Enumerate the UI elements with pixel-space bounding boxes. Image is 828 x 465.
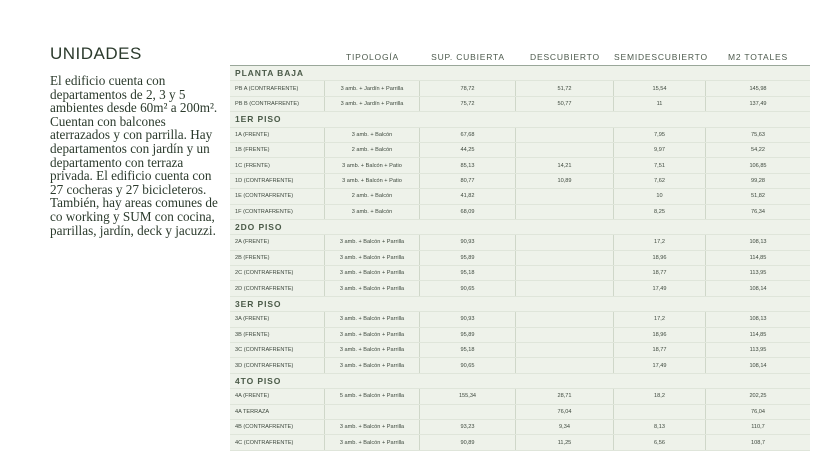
unit-cell: 1B (FRENTE) [230, 143, 325, 157]
sup-cubierta-cell: 93,23 [420, 420, 516, 434]
section-heading: 3ER PISO [230, 297, 810, 312]
semidescubierto-cell: 18,96 [614, 328, 706, 342]
table-row [230, 405, 810, 420]
table-row [230, 435, 810, 450]
m2-totales-cell: 202,25 [749, 393, 767, 400]
table-row [230, 328, 810, 343]
table-row [230, 358, 810, 373]
m2-totales-cell: 106,85 [749, 162, 767, 169]
table-row [230, 189, 810, 204]
descubierto-cell [516, 143, 614, 157]
table-row [230, 205, 810, 220]
unit-cell: 1E (CONTRAFRENTE) [230, 189, 325, 203]
tipologia-cell: 3 amb. + Balcón [325, 205, 420, 219]
m2-totales-cell: 108,14 [749, 285, 767, 292]
unit-cell: 1C (FRENTE) [230, 158, 325, 172]
tipologia-cell: 3 amb. + Balcón + Parrilla [325, 251, 420, 265]
unit-cell: 1A (FRENTE) [230, 128, 325, 142]
semidescubierto-cell: 15,54 [614, 81, 706, 95]
m2-totales-cell: 114,85 [749, 331, 767, 338]
tipologia-cell: 3 amb. + Balcón + Parrilla [325, 343, 420, 357]
table-row [230, 343, 810, 358]
semidescubierto-cell: 17,49 [614, 358, 706, 372]
unit-cell: 4A TERRAZA [230, 405, 325, 419]
header-descubierto: DESCUBIERTO [530, 52, 600, 62]
m2-totales-cell: 76,04 [751, 408, 765, 415]
tipologia-cell: 3 amb. + Balcón + Parrilla [325, 435, 420, 449]
m2-totales-cell: 145,98 [749, 85, 767, 92]
table-row [230, 251, 810, 266]
table-row [230, 128, 810, 143]
descubierto-cell [516, 328, 614, 342]
descubierto-cell: 10,89 [516, 174, 614, 188]
sup-cubierta-cell: 44,25 [420, 143, 516, 157]
descubierto-cell [516, 312, 614, 326]
tipologia-cell: 3 amb. + Balcón + Patio [325, 158, 420, 172]
descubierto-cell: 14,21 [516, 158, 614, 172]
m2-totales-cell: 110,7 [751, 424, 765, 431]
table-row [230, 81, 810, 96]
descubierto-cell [516, 266, 614, 280]
tipologia-cell: 3 amb. + Balcón + Patio [325, 174, 420, 188]
semidescubierto-cell: 10 [614, 189, 706, 203]
sup-cubierta-cell: 78,72 [420, 81, 516, 95]
semidescubierto-cell [614, 405, 706, 419]
tipologia-cell: 3 amb. + Balcón + Parrilla [325, 358, 420, 372]
unit-cell: 1D (CONTRAFRENTE) [230, 174, 325, 188]
header-sup-cubierta: SUP. CUBIERTA [431, 52, 505, 62]
tipologia-cell: 3 amb. + Balcón + Parrilla [325, 312, 420, 326]
unit-cell: 2A (FRENTE) [230, 235, 325, 249]
descubierto-cell: 9,34 [516, 420, 614, 434]
unit-cell: 3C (CONTRAFRENTE) [230, 343, 325, 357]
unit-cell: 2D (CONTRAFRENTE) [230, 281, 325, 295]
semidescubierto-cell: 7,51 [614, 158, 706, 172]
tipologia-cell: 2 amb. + Balcón [325, 189, 420, 203]
table-body [230, 65, 810, 451]
m2-totales-cell: 108,13 [749, 316, 767, 323]
sup-cubierta-cell: 90,89 [420, 435, 516, 449]
semidescubierto-cell: 18,96 [614, 251, 706, 265]
table-row [230, 174, 810, 189]
m2-totales-cell: 108,13 [749, 239, 767, 246]
semidescubierto-cell: 8,25 [614, 205, 706, 219]
unit-cell: 2C (CONTRAFRENTE) [230, 266, 325, 280]
unit-cell: 4C (CONTRAFRENTE) [230, 435, 325, 449]
descubierto-cell: 28,71 [516, 389, 614, 403]
header-unit [230, 62, 325, 65]
tipologia-cell: 3 amb. + Jardín + Parrilla [325, 97, 420, 111]
m2-totales-cell: 108,7 [751, 439, 765, 446]
tipologia-cell: 3 amb. + Balcón + Parrilla [325, 235, 420, 249]
sup-cubierta-cell: 95,18 [420, 343, 516, 357]
unit-cell: 1F (CONTRAFRENTE) [230, 205, 325, 219]
table-row [230, 389, 810, 404]
semidescubierto-cell: 17,49 [614, 281, 706, 295]
section-heading: 1ER PISO [230, 112, 810, 127]
semidescubierto-cell: 7,95 [614, 128, 706, 142]
semidescubierto-cell: 9,97 [614, 143, 706, 157]
sup-cubierta-cell: 68,09 [420, 205, 516, 219]
sup-cubierta-cell: 155,34 [420, 389, 516, 403]
semidescubierto-cell: 17,2 [614, 235, 706, 249]
semidescubierto-cell: 17,2 [614, 312, 706, 326]
sup-cubierta-cell: 90,65 [420, 358, 516, 372]
units-table [230, 49, 810, 451]
m2-totales-cell: 75,63 [751, 131, 765, 138]
tipologia-cell [325, 405, 420, 419]
descubierto-cell [516, 205, 614, 219]
page-title: UNIDADES [50, 44, 142, 63]
unit-cell: 4A (FRENTE) [230, 389, 325, 403]
tipologia-cell: 2 amb. + Balcón [325, 143, 420, 157]
semidescubierto-cell: 6,56 [614, 435, 706, 449]
sup-cubierta-cell: 67,68 [420, 128, 516, 142]
sup-cubierta-cell: 95,18 [420, 266, 516, 280]
sup-cubierta-cell: 75,72 [420, 97, 516, 111]
descubierto-cell [516, 235, 614, 249]
descubierto-cell: 11,25 [516, 435, 614, 449]
sup-cubierta-cell [420, 405, 516, 419]
header-m2-totales: M2 TOTALES [728, 52, 788, 62]
m2-totales-cell: 108,14 [749, 362, 767, 369]
m2-totales-cell: 54,22 [751, 147, 765, 154]
semidescubierto-cell: 7,62 [614, 174, 706, 188]
semidescubierto-cell: 8,13 [614, 420, 706, 434]
descubierto-cell: 51,72 [516, 81, 614, 95]
semidescubierto-cell: 18,77 [614, 343, 706, 357]
descubierto-cell [516, 128, 614, 142]
unit-cell: 3A (FRENTE) [230, 312, 325, 326]
sup-cubierta-cell: 95,89 [420, 251, 516, 265]
section-heading: 2DO PISO [230, 220, 810, 235]
semidescubierto-cell: 11 [614, 97, 706, 111]
m2-totales-cell: 99,28 [751, 177, 765, 184]
table-row [230, 281, 810, 296]
m2-totales-cell: 51,82 [751, 193, 765, 200]
sup-cubierta-cell: 95,89 [420, 328, 516, 342]
m2-totales-cell: 137,49 [749, 100, 767, 107]
tipologia-cell: 3 amb. + Jardín + Parrilla [325, 81, 420, 95]
tipologia-cell: 3 amb. + Balcón + Parrilla [325, 328, 420, 342]
table-row [230, 420, 810, 435]
tipologia-cell: 3 amb. + Balcón + Parrilla [325, 281, 420, 295]
descubierto-cell [516, 343, 614, 357]
unit-cell: 2B (FRENTE) [230, 251, 325, 265]
unit-cell: PB A (CONTRAFRENTE) [230, 81, 325, 95]
descubierto-cell: 50,77 [516, 97, 614, 111]
table-header [230, 49, 810, 65]
m2-totales-cell: 114,85 [749, 254, 767, 261]
description-text: El edificio cuenta con departamentos de 2, 3 y 5 ambientes desde 60m² a 200m². Cuentan con balcones aterrazados y con parrilla. Hay departamentos con jardín y un departamento con terraza privada. El edificio cuenta con 27 cocheras y 27 bicicleteros. También, hay areas comunes de co working y SUM con cocina, parrillas, jardín, deck y jacuzzi. [50, 73, 218, 238]
unit-cell: PB B (CONTRAFRENTE) [230, 97, 325, 111]
unit-cell: 3B (FRENTE) [230, 328, 325, 342]
sup-cubierta-cell: 41,82 [420, 189, 516, 203]
m2-totales-cell: 113,95 [749, 347, 767, 354]
descubierto-cell [516, 189, 614, 203]
section-heading: PLANTA BAJA [230, 66, 810, 81]
semidescubierto-cell: 18,2 [614, 389, 706, 403]
descubierto-cell [516, 281, 614, 295]
header-tipologia: TIPOLOGÍA [345, 52, 400, 62]
header-semidescubierto: SEMIDESCUBIERTO [614, 52, 708, 62]
table-row [230, 312, 810, 327]
sup-cubierta-cell: 90,93 [420, 235, 516, 249]
unit-cell: 4B (CONTRAFRENTE) [230, 420, 325, 434]
table-row [230, 158, 810, 173]
tipologia-cell: 5 amb. + Balcón + Parrilla [325, 389, 420, 403]
sup-cubierta-cell: 80,77 [420, 174, 516, 188]
tipologia-cell: 3 amb. + Balcón + Parrilla [325, 420, 420, 434]
table-row [230, 143, 810, 158]
table-row [230, 235, 810, 250]
unit-cell: 3D (CONTRAFRENTE) [230, 358, 325, 372]
semidescubierto-cell: 18,77 [614, 266, 706, 280]
tipologia-cell: 3 amb. + Balcón [325, 128, 420, 142]
descubierto-cell [516, 358, 614, 372]
m2-totales-cell: 113,95 [749, 270, 767, 277]
m2-totales-cell: 76,34 [751, 208, 765, 215]
section-heading: 4TO PISO [230, 374, 810, 389]
sup-cubierta-cell: 90,93 [420, 312, 516, 326]
sup-cubierta-cell: 90,65 [420, 281, 516, 295]
descubierto-cell: 76,04 [516, 405, 614, 419]
sup-cubierta-cell: 85,13 [420, 158, 516, 172]
table-row [230, 266, 810, 281]
table-row [230, 97, 810, 112]
descubierto-cell [516, 251, 614, 265]
intro-panel [50, 44, 222, 237]
tipologia-cell: 3 amb. + Balcón + Parrilla [325, 266, 420, 280]
